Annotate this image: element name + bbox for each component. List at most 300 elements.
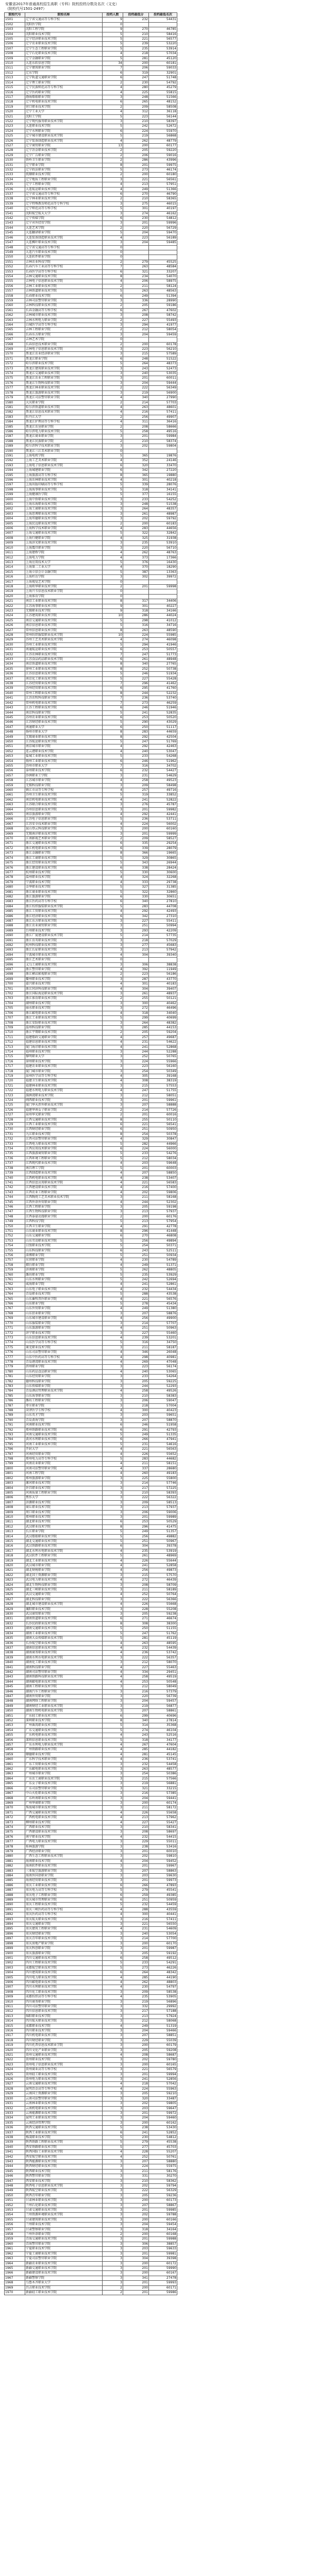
cell-code: 1921 bbox=[5, 2053, 25, 2058]
cell-min-rank: 41760 bbox=[149, 686, 177, 691]
cell-count: 6 bbox=[103, 463, 123, 468]
cell-school-name: 广西交通职业技术学院 bbox=[25, 1810, 103, 1815]
cell-code: 1572 bbox=[5, 362, 25, 366]
table-row bbox=[5, 803, 177, 807]
table-row bbox=[5, 589, 177, 594]
cell-code: 1501 bbox=[5, 18, 25, 22]
cell-min-rank: 59647 bbox=[149, 2106, 177, 2111]
cell-min-rank: 34141 bbox=[149, 487, 177, 492]
cell-school-name: 江苏信息职业技术学院 bbox=[25, 672, 103, 676]
cell-count: 8 bbox=[103, 667, 123, 671]
table-row bbox=[5, 584, 177, 589]
cell-min-score: 222 bbox=[123, 1655, 149, 1660]
cell-count: 4 bbox=[103, 982, 123, 987]
cell-min-score: 316 bbox=[123, 1341, 149, 1345]
cell-count: 6 bbox=[103, 1971, 123, 1975]
cell-school-name: 青岛酒店管理职业技术学院 bbox=[25, 1389, 103, 1394]
table-row bbox=[5, 996, 177, 1001]
cell-count: 6 bbox=[103, 1893, 123, 1897]
cell-count: 4 bbox=[103, 1680, 123, 1684]
cell-school-name: 广西职业技术学院 bbox=[25, 1825, 103, 1829]
cell-code: 1968 bbox=[5, 2281, 25, 2285]
table-row bbox=[5, 2198, 177, 2203]
cell-code: 1662 bbox=[5, 798, 25, 802]
cell-count: 34 bbox=[103, 61, 123, 66]
cell-count: 3 bbox=[103, 2193, 123, 2198]
cell-count: 4 bbox=[103, 749, 123, 754]
cell-min-rank: 59788 bbox=[149, 2213, 177, 2217]
cell-count: 4 bbox=[103, 788, 123, 793]
cell-min-score: 261 bbox=[123, 992, 149, 996]
cell-school-name: 南京机电职业技术学院 bbox=[25, 798, 103, 802]
cell-count: 3 bbox=[103, 1931, 123, 1936]
cell-min-rank: 54622 bbox=[149, 1040, 177, 1045]
table-row bbox=[5, 1021, 177, 1025]
table-row bbox=[5, 2159, 177, 2164]
table-row bbox=[5, 2062, 177, 2067]
table-row bbox=[5, 1825, 177, 1829]
table-row bbox=[5, 1341, 177, 1345]
cell-min-score: 299 bbox=[123, 1016, 149, 1021]
cell-code: 1881 bbox=[5, 1859, 25, 1863]
cell-min-score: 221 bbox=[123, 1180, 149, 1185]
cell-count: 3 bbox=[103, 1413, 123, 1418]
cell-min-rank: 46808 bbox=[149, 1234, 177, 1239]
table-row bbox=[5, 1180, 177, 1185]
cell-min-score: 286 bbox=[123, 614, 149, 618]
cell-min-rank: 59460 bbox=[149, 2116, 177, 2121]
cell-min-score: 209 bbox=[123, 837, 149, 841]
cell-min-score bbox=[123, 580, 149, 584]
cell-min-score: 212 bbox=[123, 1660, 149, 1665]
cell-code: 1932 bbox=[5, 2106, 25, 2111]
cell-min-score: 301 bbox=[123, 982, 149, 987]
cell-code: 1763 bbox=[5, 1287, 25, 1292]
cell-min-score bbox=[123, 245, 149, 250]
table-row bbox=[5, 1079, 177, 1083]
cell-min-rank: 54276 bbox=[149, 1151, 177, 1156]
cell-min-rank: 50963 bbox=[149, 1326, 177, 1331]
table-row bbox=[5, 1961, 177, 1965]
cell-min-score: 244 bbox=[123, 691, 149, 696]
cell-school-name: 辽宁生态工程职业学院 bbox=[25, 46, 103, 51]
cell-min-score: 203 bbox=[123, 1413, 149, 1418]
table-row bbox=[5, 1258, 177, 1263]
cell-min-rank: 59972 bbox=[149, 2111, 177, 2115]
cell-min-score: 264 bbox=[123, 507, 149, 512]
cell-min-rank: 58049 bbox=[149, 1685, 177, 1689]
table-row bbox=[5, 1331, 177, 1335]
cell-count: 3 bbox=[103, 1399, 123, 1403]
cell-school-name: 青岛职业技术学院 bbox=[25, 1292, 103, 1297]
table-row bbox=[5, 856, 177, 860]
cell-min-score: 224 bbox=[123, 1147, 149, 1151]
cell-count: 4 bbox=[103, 1592, 123, 1597]
cell-count: 3 bbox=[103, 1001, 123, 1006]
cell-count: 4 bbox=[103, 405, 123, 410]
cell-code: 1711 bbox=[5, 1035, 25, 1040]
cell-code: 1510 bbox=[5, 61, 25, 66]
cell-min-rank: 59989 bbox=[149, 1515, 177, 1519]
table-row bbox=[5, 1854, 177, 1859]
cell-school-name: 江苏食品药品职业技术学院 bbox=[25, 657, 103, 662]
cell-code: 1870 bbox=[5, 1806, 25, 1810]
cell-count: 5 bbox=[103, 710, 123, 715]
cell-code: 1829 bbox=[5, 1607, 25, 1612]
cell-code: 1725 bbox=[5, 1103, 25, 1108]
table-row bbox=[5, 1592, 177, 1597]
cell-count: 3 bbox=[103, 1505, 123, 1510]
cell-school-name: 湖南工业职业技术学院 bbox=[25, 1631, 103, 1636]
cell-min-score: 200 bbox=[123, 143, 149, 148]
cell-count: 3 bbox=[103, 992, 123, 996]
cell-min-score: 221 bbox=[123, 1922, 149, 1927]
cell-min-score: 279 bbox=[123, 260, 149, 264]
cell-min-rank: 52302 bbox=[149, 1200, 177, 1205]
cell-min-score: 223 bbox=[123, 114, 149, 119]
cell-min-score: 250 bbox=[123, 1626, 149, 1631]
cell-school-name: 长江职业学院 bbox=[25, 1530, 103, 1534]
cell-min-rank: 59975 bbox=[149, 163, 177, 167]
cell-code: 1775 bbox=[5, 1345, 25, 1350]
cell-code: 1749 bbox=[5, 1219, 25, 1224]
cell-min-rank: 53919 bbox=[149, 1549, 177, 1553]
table-row bbox=[5, 1229, 177, 1233]
cell-min-rank: 57188 bbox=[149, 2009, 177, 2014]
cell-school-name: 辽宁城市建设职业技术学院 bbox=[25, 134, 103, 139]
table-row bbox=[5, 657, 177, 662]
cell-min-rank: 49873 bbox=[149, 1568, 177, 1573]
cell-school-name: 湖北国土资源职业学院 bbox=[25, 1573, 103, 1578]
cell-count: 3 bbox=[103, 1583, 123, 1587]
cell-school-name: 福建华南女子职业学院 bbox=[25, 1108, 103, 1112]
cell-count: 3 bbox=[103, 2106, 123, 2111]
cell-count: 4 bbox=[103, 1564, 123, 1568]
cell-school-name: 莱芜职业技术学院 bbox=[25, 1345, 103, 1350]
table-row bbox=[5, 1156, 177, 1161]
cell-school-name: 上海欧华职业技术学院 bbox=[25, 584, 103, 589]
cell-min-score: 252 bbox=[123, 667, 149, 671]
cell-code: 1894 bbox=[5, 1922, 25, 1927]
cell-count: 3 bbox=[103, 352, 123, 357]
cell-count: 3 bbox=[103, 1210, 123, 1214]
cell-school-name: 上海立信会计金融学院 bbox=[25, 570, 103, 574]
cell-code: 1597 bbox=[5, 483, 25, 487]
cell-min-rank: 55039 bbox=[149, 2038, 177, 2043]
table-row bbox=[5, 381, 177, 385]
cell-min-score: 249 bbox=[123, 1530, 149, 1534]
cell-school-name: 黑龙江建筑职业技术学院 bbox=[25, 366, 103, 371]
cell-code: 1850 bbox=[5, 1709, 25, 1714]
cell-school-name: 郑州铁路职业技术学院 bbox=[25, 1428, 103, 1432]
cell-min-rank: 54439 bbox=[149, 1646, 177, 1650]
cell-count: 8 bbox=[103, 473, 123, 478]
cell-code: 1754 bbox=[5, 1244, 25, 1248]
cell-code: 1534 bbox=[5, 177, 25, 182]
cell-code: 1609 bbox=[5, 541, 25, 546]
cell-min-rank: 59973 bbox=[149, 1878, 177, 1883]
cell-count: 3 bbox=[103, 2038, 123, 2043]
cell-min-rank: 53929 bbox=[149, 1273, 177, 1277]
cell-min-rank: 58867 bbox=[149, 2203, 177, 2208]
cell-school-name: 淄博职业学院 bbox=[25, 1253, 103, 1258]
cell-count: 3 bbox=[103, 1825, 123, 1829]
cell-min-score: 220 bbox=[123, 546, 149, 550]
table-row bbox=[5, 1011, 177, 1015]
cell-school-name: 辽宁农业职业技术学院 bbox=[25, 42, 103, 46]
cell-min-score: 201 bbox=[123, 1166, 149, 1171]
table-row bbox=[5, 1709, 177, 1714]
cell-code: 1559 bbox=[5, 298, 25, 303]
cell-count: 3 bbox=[103, 1486, 123, 1490]
cell-count: 2 bbox=[103, 1108, 123, 1112]
table-row bbox=[5, 1927, 177, 1931]
cell-min-score: 202 bbox=[123, 2184, 149, 2189]
cell-school-name: 昆明工业职业技术学院 bbox=[25, 2116, 103, 2121]
cell-count: 3 bbox=[103, 2062, 123, 2067]
cell-min-score bbox=[123, 589, 149, 594]
table-row bbox=[5, 1597, 177, 1602]
cell-min-rank: 60170 bbox=[149, 1941, 177, 1946]
cell-min-score: 272 bbox=[123, 1006, 149, 1011]
cell-min-score: 343 bbox=[123, 861, 149, 866]
cell-min-rank: 59236 bbox=[149, 2193, 177, 2198]
table-row bbox=[5, 27, 177, 32]
cell-count: 8 bbox=[103, 1524, 123, 1529]
cell-min-rank: 34716 bbox=[149, 623, 177, 628]
cell-min-rank: 46785 bbox=[149, 27, 177, 32]
cell-code: 1601 bbox=[5, 502, 25, 507]
table-row bbox=[5, 744, 177, 749]
cell-min-score: 201 bbox=[123, 1864, 149, 1869]
cell-count: 3 bbox=[103, 2077, 123, 2082]
cell-code: 1552 bbox=[5, 265, 25, 269]
cell-school-name: 浙江机电职业技术学院 bbox=[25, 846, 103, 851]
cell-min-rank: 47048 bbox=[149, 1360, 177, 1364]
cell-school-name: 吉林铁道职业技术学院 bbox=[25, 289, 103, 294]
cell-school-name: 山东医学高等专科学校 bbox=[25, 1341, 103, 1345]
cell-min-score: 201 bbox=[123, 832, 149, 836]
cell-school-name: 无锡科技职业学院 bbox=[25, 783, 103, 788]
cell-min-score: 206 bbox=[123, 66, 149, 71]
cell-school-name: 云南交通职业技术学院 bbox=[25, 2082, 103, 2087]
cell-school-name: 四川职业技术学院 bbox=[25, 2029, 103, 2033]
cell-min-score: 208 bbox=[123, 425, 149, 429]
cell-code: 1806 bbox=[5, 1496, 25, 1500]
cell-code: 1860 bbox=[5, 1757, 25, 1762]
table-row bbox=[5, 1530, 177, 1534]
cell-min-score: 263 bbox=[123, 1641, 149, 1646]
cell-min-rank: 46162 bbox=[149, 211, 177, 216]
table-row bbox=[5, 1931, 177, 1936]
cell-school-name: 上海震旦职业学院 bbox=[25, 546, 103, 550]
cell-code: 1842 bbox=[5, 1670, 25, 1674]
cell-min-rank: 40218 bbox=[149, 478, 177, 483]
cell-count: 3 bbox=[103, 2276, 123, 2280]
table-row bbox=[5, 1680, 177, 1684]
cell-min-rank: 60010 bbox=[149, 1849, 177, 1854]
cell-min-score: 241 bbox=[123, 710, 149, 715]
cell-min-rank: 51155 bbox=[149, 1626, 177, 1631]
cell-school-name: 新疆交通职业技术学院 bbox=[25, 2266, 103, 2270]
cell-code: 1709 bbox=[5, 1025, 25, 1030]
cell-code: 1940 bbox=[5, 2145, 25, 2149]
table-row bbox=[5, 1883, 177, 1888]
cell-min-rank: 40423 bbox=[149, 1409, 177, 1413]
cell-count: 3 bbox=[103, 1917, 123, 1922]
cell-count: 3 bbox=[103, 298, 123, 303]
cell-min-rank: 42493 bbox=[149, 909, 177, 914]
cell-school-name: 山东旅游职业学院 bbox=[25, 1326, 103, 1331]
cell-count: 3 bbox=[103, 371, 123, 376]
cell-min-score: 267 bbox=[123, 1743, 149, 1748]
cell-min-score: 207 bbox=[123, 1709, 149, 1714]
cell-school-name: 浙江工贸职业技术学院 bbox=[25, 909, 103, 914]
cell-min-score: 251 bbox=[123, 1539, 149, 1544]
cell-min-rank: 52835 bbox=[149, 710, 177, 715]
cell-count: 3 bbox=[103, 1844, 123, 1849]
cell-min-rank: 42463 bbox=[149, 744, 177, 749]
cell-count: 6 bbox=[103, 1544, 123, 1549]
cell-min-score: 207 bbox=[123, 1103, 149, 1108]
cell-school-name: 南昌理工学院 bbox=[25, 1166, 103, 1171]
cell-min-rank: 19876 bbox=[149, 453, 177, 458]
cell-min-score: 298 bbox=[123, 1355, 149, 1360]
cell-code: 1879 bbox=[5, 1849, 25, 1854]
cell-min-score: 250 bbox=[123, 725, 149, 730]
cell-min-score: 249 bbox=[123, 1307, 149, 1311]
cell-count: 5 bbox=[103, 2140, 123, 2145]
cell-code: 1705 bbox=[5, 1006, 25, 1011]
cell-count: 4 bbox=[103, 1471, 123, 1476]
cell-min-rank: 42209 bbox=[149, 928, 177, 933]
cell-min-rank: 59192 bbox=[149, 1951, 177, 1956]
cell-code: 1590 bbox=[5, 449, 25, 453]
cell-code: 1845 bbox=[5, 1685, 25, 1689]
cell-code: 1777 bbox=[5, 1355, 25, 1360]
cell-min-score: 214 bbox=[123, 1108, 149, 1112]
cell-code: 1664 bbox=[5, 807, 25, 812]
table-row bbox=[5, 1806, 177, 1810]
cell-code: 1808 bbox=[5, 1505, 25, 1510]
cell-count: 4 bbox=[103, 638, 123, 642]
cell-code: 1588 bbox=[5, 439, 25, 444]
cell-min-rank: 58054 bbox=[149, 328, 177, 332]
cell-count: 5 bbox=[103, 642, 123, 647]
cell-school-name: 湖南生物机电职业技术学院 bbox=[25, 1709, 103, 1714]
cell-min-rank: 55493 bbox=[149, 318, 177, 323]
cell-code: 1840 bbox=[5, 1660, 25, 1665]
cell-code: 1964 bbox=[5, 2261, 25, 2266]
cell-school-name: 吉林农业科技学院 bbox=[25, 260, 103, 264]
cell-school-name: 黑龙江职业学院 bbox=[25, 357, 103, 361]
cell-min-rank: 33207 bbox=[149, 269, 177, 274]
cell-count: 3 bbox=[103, 803, 123, 807]
cell-min-rank: 51335 bbox=[149, 1433, 177, 1437]
cell-min-score: 212 bbox=[123, 1156, 149, 1161]
cell-min-rank: 50994 bbox=[149, 924, 177, 928]
cell-min-score: 226 bbox=[123, 1602, 149, 1607]
cell-count: 4 bbox=[103, 1224, 123, 1229]
cell-min-score: 274 bbox=[123, 638, 149, 642]
cell-min-rank: 59982 bbox=[149, 807, 177, 812]
cell-min-rank: 59204 bbox=[149, 1030, 177, 1035]
cell-min-score: 209 bbox=[123, 105, 149, 109]
cell-code: 1545 bbox=[5, 231, 25, 235]
cell-code: 1800 bbox=[5, 1466, 25, 1471]
cell-count: 6 bbox=[103, 294, 123, 298]
cell-code: 1550 bbox=[5, 255, 25, 260]
cell-code: 1622 bbox=[5, 604, 25, 608]
cell-min-score: 207 bbox=[123, 2159, 149, 2164]
cell-count: 3 bbox=[103, 1607, 123, 1612]
cell-count: 5 bbox=[103, 1738, 123, 1742]
cell-school-name: 辽宁医药职业学院 bbox=[25, 90, 103, 95]
cell-code: 1721 bbox=[5, 1083, 25, 1088]
cell-count: 3 bbox=[103, 177, 123, 182]
cell-min-score: 340 bbox=[123, 662, 149, 667]
cell-min-score: 214 bbox=[123, 1481, 149, 1486]
cell-code: 1953 bbox=[5, 2208, 25, 2213]
cell-min-rank: 48373 bbox=[149, 362, 177, 366]
cell-count: 3 bbox=[103, 2184, 123, 2189]
cell-min-score: 216 bbox=[123, 1689, 149, 1694]
cell-code: 1963 bbox=[5, 2257, 25, 2261]
cell-count: 3 bbox=[103, 2159, 123, 2164]
cell-school-name: 河南司法警官职业学院 bbox=[25, 1466, 103, 1471]
table-row bbox=[5, 1394, 177, 1398]
cell-school-name: 上海科学技术职业学院 bbox=[25, 527, 103, 531]
table-row bbox=[5, 948, 177, 953]
table-row bbox=[5, 260, 177, 264]
cell-school-name: 海南职业技术学院 bbox=[25, 1859, 103, 1863]
cell-school-name: 九江职业技术学院 bbox=[25, 1132, 103, 1137]
table-row bbox=[5, 638, 177, 642]
cell-min-score: 221 bbox=[123, 1297, 149, 1301]
cell-code: 1616 bbox=[5, 575, 25, 580]
cell-count: 3 bbox=[103, 2116, 123, 2121]
cell-min-rank: 53430 bbox=[149, 2126, 177, 2130]
cell-count: 5 bbox=[103, 1156, 123, 1161]
cell-min-score: 366 bbox=[123, 851, 149, 856]
cell-code: 1796 bbox=[5, 1447, 25, 1452]
cell-min-rank: 56729 bbox=[149, 226, 177, 230]
cell-school-name: 大连软件职业学院 bbox=[25, 255, 103, 260]
cell-school-name: 四川工程职业技术学院 bbox=[25, 1961, 103, 1965]
cell-code: 1678 bbox=[5, 875, 25, 880]
cell-min-score: 263 bbox=[123, 405, 149, 410]
table-row bbox=[5, 2213, 177, 2217]
cell-min-rank: 39378 bbox=[149, 1544, 177, 1549]
cell-min-score: 201 bbox=[123, 434, 149, 439]
cell-min-score: 247 bbox=[123, 652, 149, 657]
table-row bbox=[5, 1588, 177, 1592]
cell-count: 4 bbox=[103, 1578, 123, 1583]
cell-min-rank: 60160 bbox=[149, 827, 177, 832]
cell-code: 1712 bbox=[5, 1040, 25, 1045]
cell-min-score: 202 bbox=[123, 1854, 149, 1859]
cell-min-score: 201 bbox=[123, 2290, 149, 2295]
table-row bbox=[5, 1462, 177, 1466]
column-header-min-rank: 投档最低名次 bbox=[149, 13, 177, 18]
cell-count: 4 bbox=[103, 1975, 123, 1980]
cell-school-name: 青岛港湾职业技术学院 bbox=[25, 1360, 103, 1364]
cell-count: 5 bbox=[103, 817, 123, 822]
cell-min-rank: 28076 bbox=[149, 483, 177, 487]
cell-code: 1887 bbox=[5, 1888, 25, 1893]
cell-min-rank: 31385 bbox=[149, 885, 177, 890]
cell-code: 1546 bbox=[5, 235, 25, 240]
